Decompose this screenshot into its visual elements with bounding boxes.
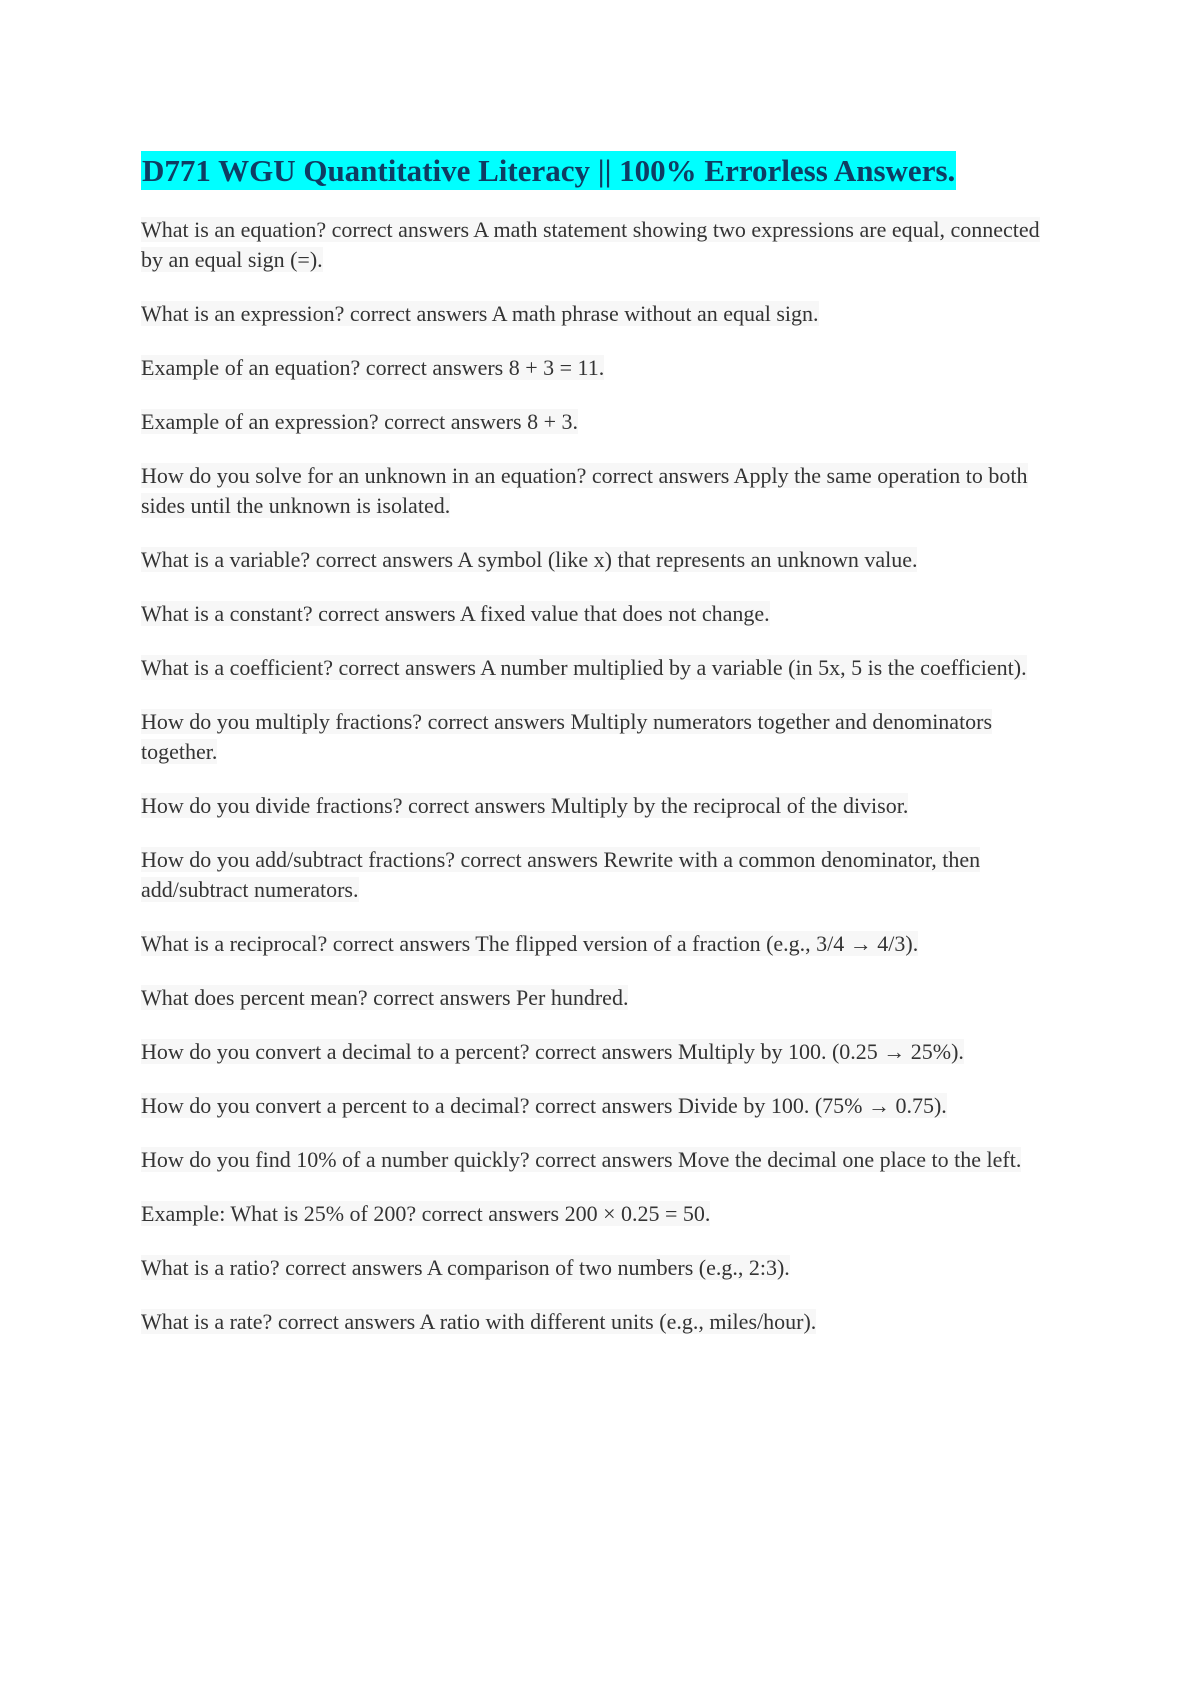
qa-item [141,791,1061,821]
qa-item-text: Example of an equation? correct answers 8 + 3 = 11. [141,355,605,381]
qa-item-text: Example: What is 25% of 200? correct answers 200 × 0.25 = 50. [141,1201,711,1227]
qa-item-text: How do you divide fractions? correct answers Multiply by the reciprocal of the divisor. [141,793,909,819]
qa-item-text: What is a rate? correct answers A ratio with different units (e.g., miles/hour). [141,1309,817,1335]
qa-item [141,1199,1061,1229]
qa-item [141,1037,1061,1067]
qa-item-text: What is a reciprocal? correct answers The flipped version of a fraction (e.g., 3/4 → 4/3). [141,931,919,957]
qa-item [141,461,1061,521]
qa-item-text: What is an equation? correct answers A math statement showing two expressions are equal, connected by an equal sign (=). [141,217,1040,273]
qa-item-text: How do you convert a decimal to a percent? correct answers Multiply by 100. (0.25 → 25%). [141,1039,964,1065]
qa-item-text: How do you multiply fractions? correct answers Multiply numerators together and denominators together. [141,709,993,765]
qa-item [141,215,1061,275]
qa-item-text: What is a constant? correct answers A fixed value that does not change. [141,601,770,627]
qa-item-text: How do you add/subtract fractions? correct answers Rewrite with a common denominator, then add/subtract numerators. [141,847,981,903]
qa-item [141,1145,1061,1175]
qa-item-text: What is a coefficient? correct answers A number multiplied by a variable (in 5x, 5 is the coefficient). [141,655,1027,681]
qa-item [141,845,1061,905]
qa-item-text: Example of an expression? correct answers 8 + 3. [141,409,578,435]
qa-item-text: What is a ratio? correct answers A comparison of two numbers (e.g., 2:3). [141,1255,790,1281]
document-title [141,152,1061,189]
qa-item [141,299,1061,329]
qa-item [141,983,1061,1013]
document-title-text: D771 WGU Quantitative Literacy || 100% Errorless Answers. [142,153,956,188]
qa-list [141,215,1061,1337]
qa-item [141,1307,1061,1337]
qa-item-text: What does percent mean? correct answers Per hundred. [141,985,629,1011]
qa-item [141,929,1061,959]
qa-item-text: How do you find 10% of a number quickly? correct answers Move the decimal one place to the left. [141,1147,1022,1173]
document-page [141,152,1061,1361]
qa-item [141,353,1061,383]
qa-item-text: How do you solve for an unknown in an equation? correct answers Apply the same operation to both sides until the unknown is isolated. [141,463,1028,519]
qa-item [141,545,1061,575]
qa-item-text: What is a variable? correct answers A symbol (like x) that represents an unknown value. [141,547,918,573]
qa-item [141,707,1061,767]
qa-item [141,407,1061,437]
qa-item-text: What is an expression? correct answers A math phrase without an equal sign. [141,301,819,327]
qa-item-text: How do you convert a percent to a decimal? correct answers Divide by 100. (75% → 0.75). [141,1093,947,1119]
qa-item [141,1253,1061,1283]
qa-item [141,653,1061,683]
qa-item [141,599,1061,629]
qa-item [141,1091,1061,1121]
